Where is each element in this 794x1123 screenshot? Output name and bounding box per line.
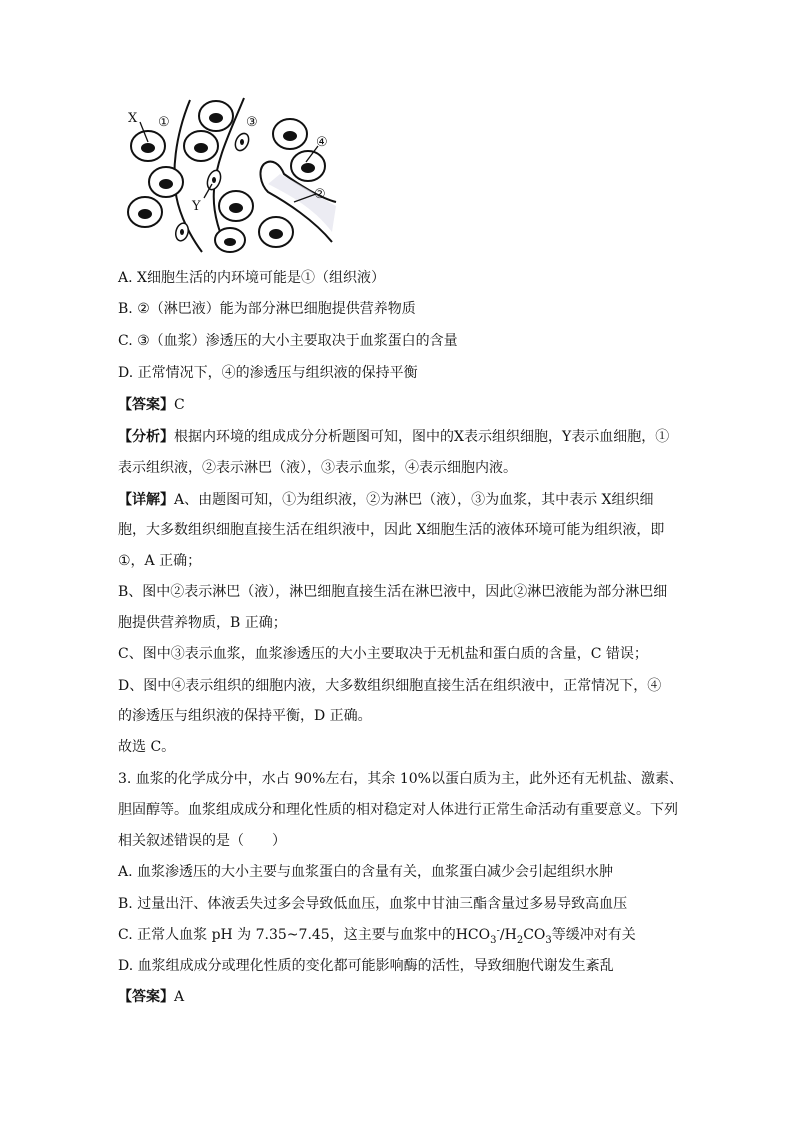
formula-sub: 3 <box>490 934 497 946</box>
q2-explain-line2: 胞，大多数组织细胞直接生活在组织液中，因此 X细胞生活的液体环境可能为组织液，即 <box>118 522 665 538</box>
explain-tag: 【详解】 <box>118 492 174 508</box>
q3-option-c-text: C. 正常人血浆 pH 为 7.35~7.45，这主要与血浆中的 <box>118 927 456 943</box>
answer-value: C <box>174 397 185 413</box>
analysis-tag: 【分析】 <box>118 429 174 445</box>
label-2: ② <box>314 187 326 202</box>
formula-hco: HCO <box>455 927 491 943</box>
formula-sup: - <box>496 925 500 937</box>
q2-analysis-line2: 表示组织液，②表示淋巴（液），③表示血浆，④表示细胞内液。 <box>118 460 517 476</box>
q2-answer <box>118 395 185 415</box>
q3-option-c <box>118 925 636 945</box>
q2-option-c: C. ③（血浆）渗透压的大小主要取决于血浆蛋白的含量 <box>118 333 458 349</box>
q2-option-b: B. ②（淋巴液）能为部分淋巴细胞提供营养物质 <box>118 301 416 317</box>
q2-option-d: D. 正常情况下，④的渗透压与组织液的保持平衡 <box>118 365 418 381</box>
q3-option-d: D. 血浆组成成分或理化性质的变化都可能影响酶的活性，导致细胞代谢发生紊乱 <box>118 958 614 974</box>
q2-explain-line3: ①，A 正确； <box>118 553 202 569</box>
answer-value: A <box>174 989 185 1005</box>
q2-option-a: A. X细胞生活的内环境可能是①（组织液） <box>118 270 385 286</box>
explain-text: A、由题图可知，①为组织液，②为淋巴（液），③为血浆，其中表示 X组织细 <box>174 492 654 508</box>
q3-answer <box>118 987 184 1007</box>
q2-explain-line8: 的渗透压与组织液的保持平衡，D 正确。 <box>118 708 372 724</box>
answer-tag: 【答案】 <box>118 989 174 1005</box>
label-x: X <box>128 111 138 126</box>
label-3: ③ <box>246 115 258 130</box>
formula-co: CO <box>523 927 546 943</box>
q2-explain-line6: C、图中③表示血浆，血浆渗透压的大小主要取决于无机盐和蛋白质的含量，C 错误； <box>118 646 648 662</box>
tissue-diagram <box>118 94 340 254</box>
label-1: ① <box>158 115 170 130</box>
analysis-text: 根据内环境的组成成分分析题图可知，图中的X表示组织细胞，Y表示血细胞，① <box>174 429 670 445</box>
label-4: ④ <box>316 135 328 150</box>
formula-sub: 2 <box>516 934 524 946</box>
q2-explain-line1 <box>118 490 654 510</box>
formula-h: /H <box>499 927 517 943</box>
q2-explain-line7: D、图中④表示组织的细胞内液，大多数组织细胞直接生活在组织液中，正常情况下，④ <box>118 678 662 694</box>
label-y: Y <box>192 199 201 214</box>
q3-stem-line3: 相关叙述错误的是（ ） <box>118 833 286 849</box>
q2-analysis-line1 <box>118 427 669 447</box>
q3-option-b: B. 过量出汗、体液丢失过多会导致低血压，血浆中甘油三酯含量过多易导致高血压 <box>118 896 628 912</box>
answer-tag: 【答案】 <box>118 397 174 413</box>
q2-explain-line5: 胞提供营养物质，B 正确； <box>118 615 287 631</box>
q3-stem-line1: 3. 血浆的化学成分中，水占 90%左右，其余 10%以蛋白质为主，此外还有无机盐、激素、 <box>118 771 683 787</box>
q3-option-c-tail: 等缓冲对有关 <box>551 927 636 943</box>
q3-option-a: A. 血浆渗透压的大小主要与血浆蛋白的含量有关，血浆蛋白减少会引起组织水肿 <box>118 864 614 880</box>
formula-sub: 3 <box>545 934 552 946</box>
q2-explain-line4: B、图中②表示淋巴（液），淋巴细胞直接生活在淋巴液中，因此②淋巴液能为部分淋巴细 <box>118 584 668 600</box>
q2-conclusion: 故选 C。 <box>118 739 176 755</box>
q3-stem-line2: 胆固醇等。血浆组成成分和理化性质的相对稳定对人体进行正常生命活动有重要意义。下列 <box>118 802 678 818</box>
